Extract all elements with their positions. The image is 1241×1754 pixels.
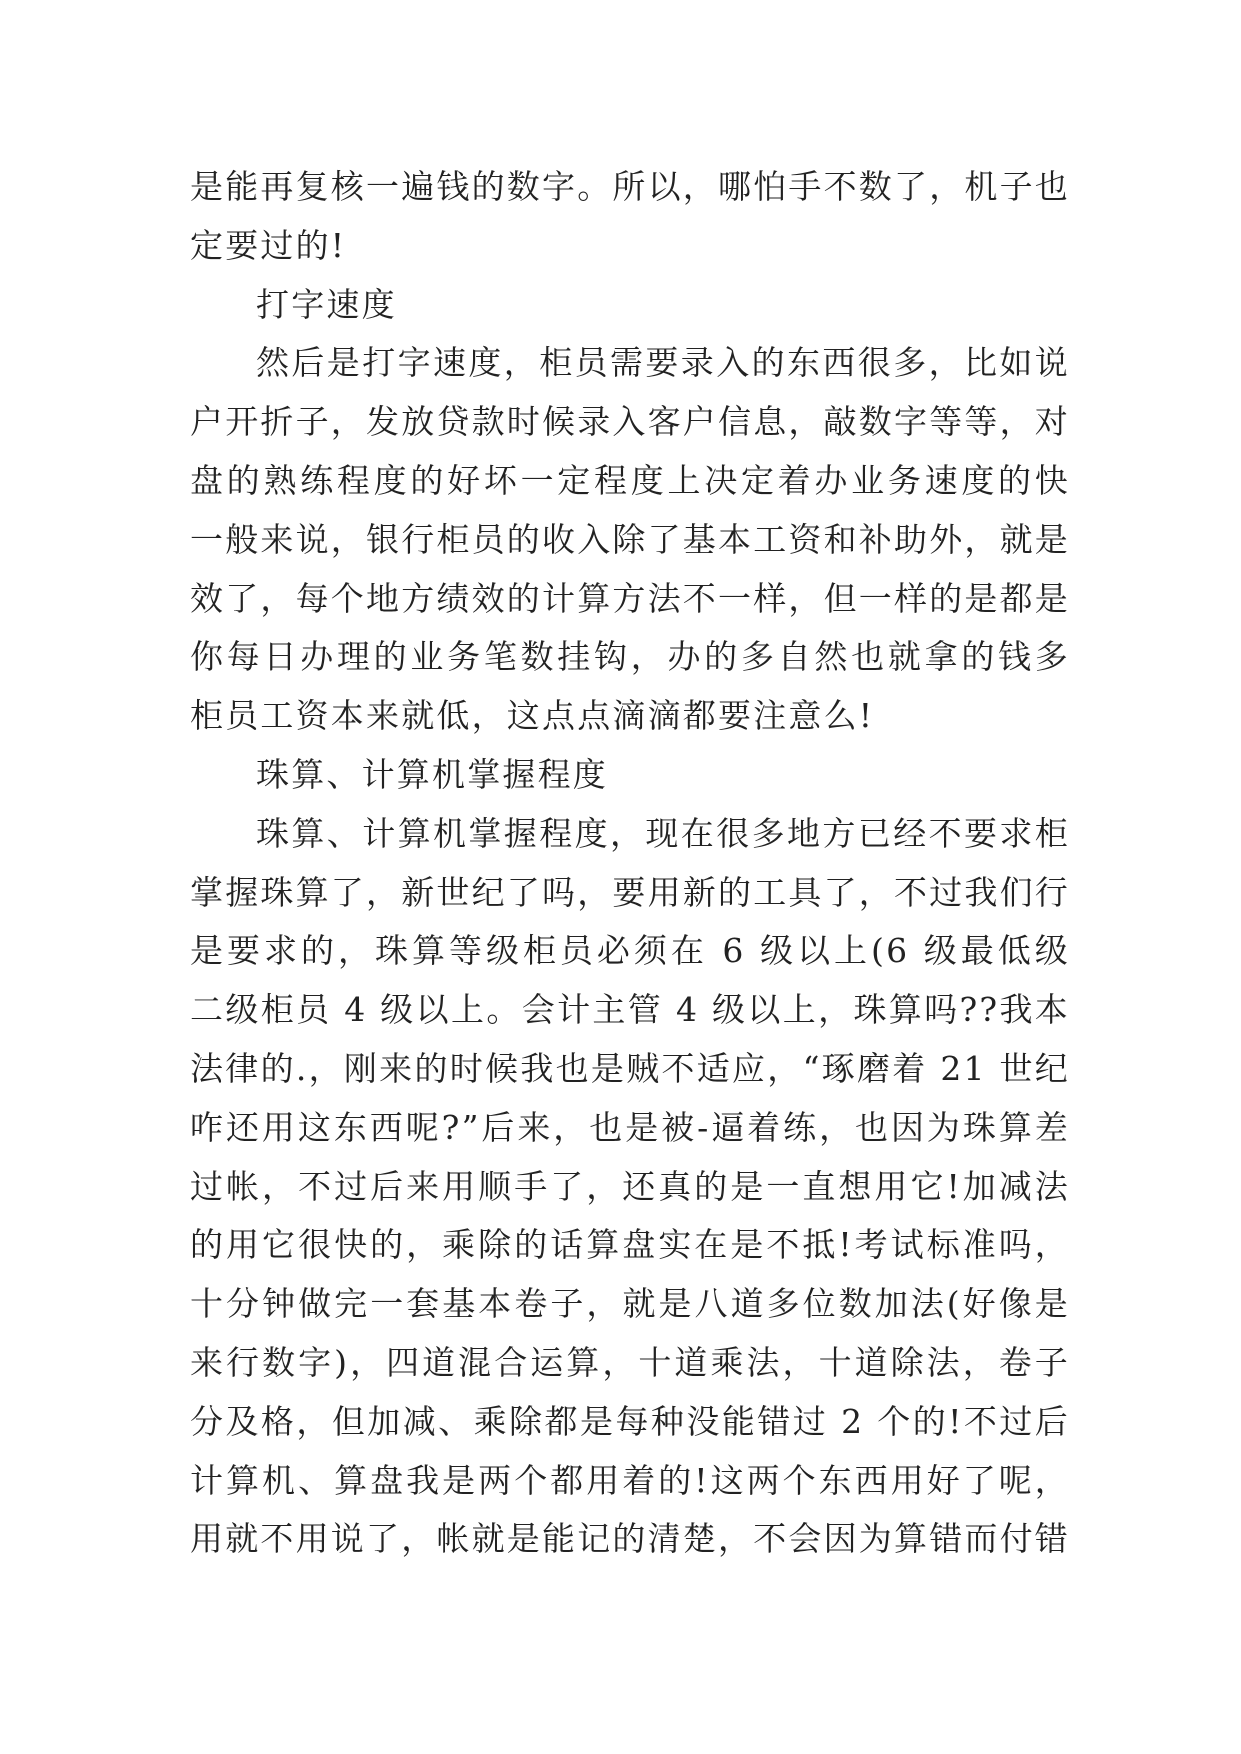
text-line: 盘的熟练程度的好坏一定程度上决定着办业务速度的快	[190, 460, 1070, 500]
body-text	[190, 158, 1070, 1569]
text-line: 咋还用这东西呢?”后来，也是被-逼着练，也因为珠算差	[190, 1107, 1070, 1147]
paragraph-start: 珠算、计算机掌握程度，现在很多地方已经不要求柜	[256, 813, 1070, 853]
text-line: 一般来说，银行柜员的收入除了基本工资和补助外，就是	[190, 519, 1070, 559]
text-line: 效了，每个地方绩效的计算方法不一样，但一样的是都是	[190, 578, 1070, 618]
text-line: 十分钟做完一套基本卷子，就是八道多位数加法(好像是	[190, 1284, 1070, 1324]
text-line: 计算机、算盘我是两个都用着的!这两个东西用好了呢，	[190, 1460, 1070, 1500]
text-line: 的用它很快的，乘除的话算盘实在是不抵!考试标准吗，	[190, 1225, 1070, 1265]
paragraph-start: 然后是打字速度，柜员需要录入的东西很多，比如说	[256, 343, 1070, 383]
text-line: 二级柜员 4 级以上。会计主管 4 级以上，珠算吗??我本	[190, 990, 1070, 1030]
text-line: 来行数字)，四道混合运算，十道乘法，十道除法，卷子	[190, 1342, 1070, 1382]
section-heading-abacus-computer: 珠算、计算机掌握程度	[256, 754, 608, 794]
text-line: 是要求的，珠算等级柜员必须在 6 级以上(6 级最低级	[190, 931, 1070, 971]
text-line: 定要过的!	[190, 225, 347, 265]
text-line: 掌握珠算了，新世纪了吗，要用新的工具了，不过我们行	[190, 872, 1070, 912]
text-line: 分及格，但加减、乘除都是每种没能错过 2 个的!不过后	[190, 1401, 1070, 1441]
text-line: 法律的.，刚来的时候我也是贼不适应，“琢磨着 21 世纪	[190, 1048, 1070, 1088]
text-line: 你每日办理的业务笔数挂钩，办的多自然也就拿的钱多	[190, 637, 1070, 677]
section-heading-typing-speed: 打字速度	[256, 284, 397, 324]
text-line: 是能再复核一遍钱的数字。所以，哪怕手不数了，机子也	[190, 167, 1070, 206]
text-line: 过帐，不过后来用顺手了，还真的是一直想用它!加减法	[190, 1166, 1070, 1206]
text-line: 户开折子，发放贷款时候录入客户信息，敲数字等等，对	[190, 402, 1070, 442]
text-line: 用就不用说了，帐就是能记的清楚，不会因为算错而付错	[190, 1519, 1070, 1559]
text-line: 柜员工资本来就低，这点点滴滴都要注意么!	[190, 696, 875, 736]
